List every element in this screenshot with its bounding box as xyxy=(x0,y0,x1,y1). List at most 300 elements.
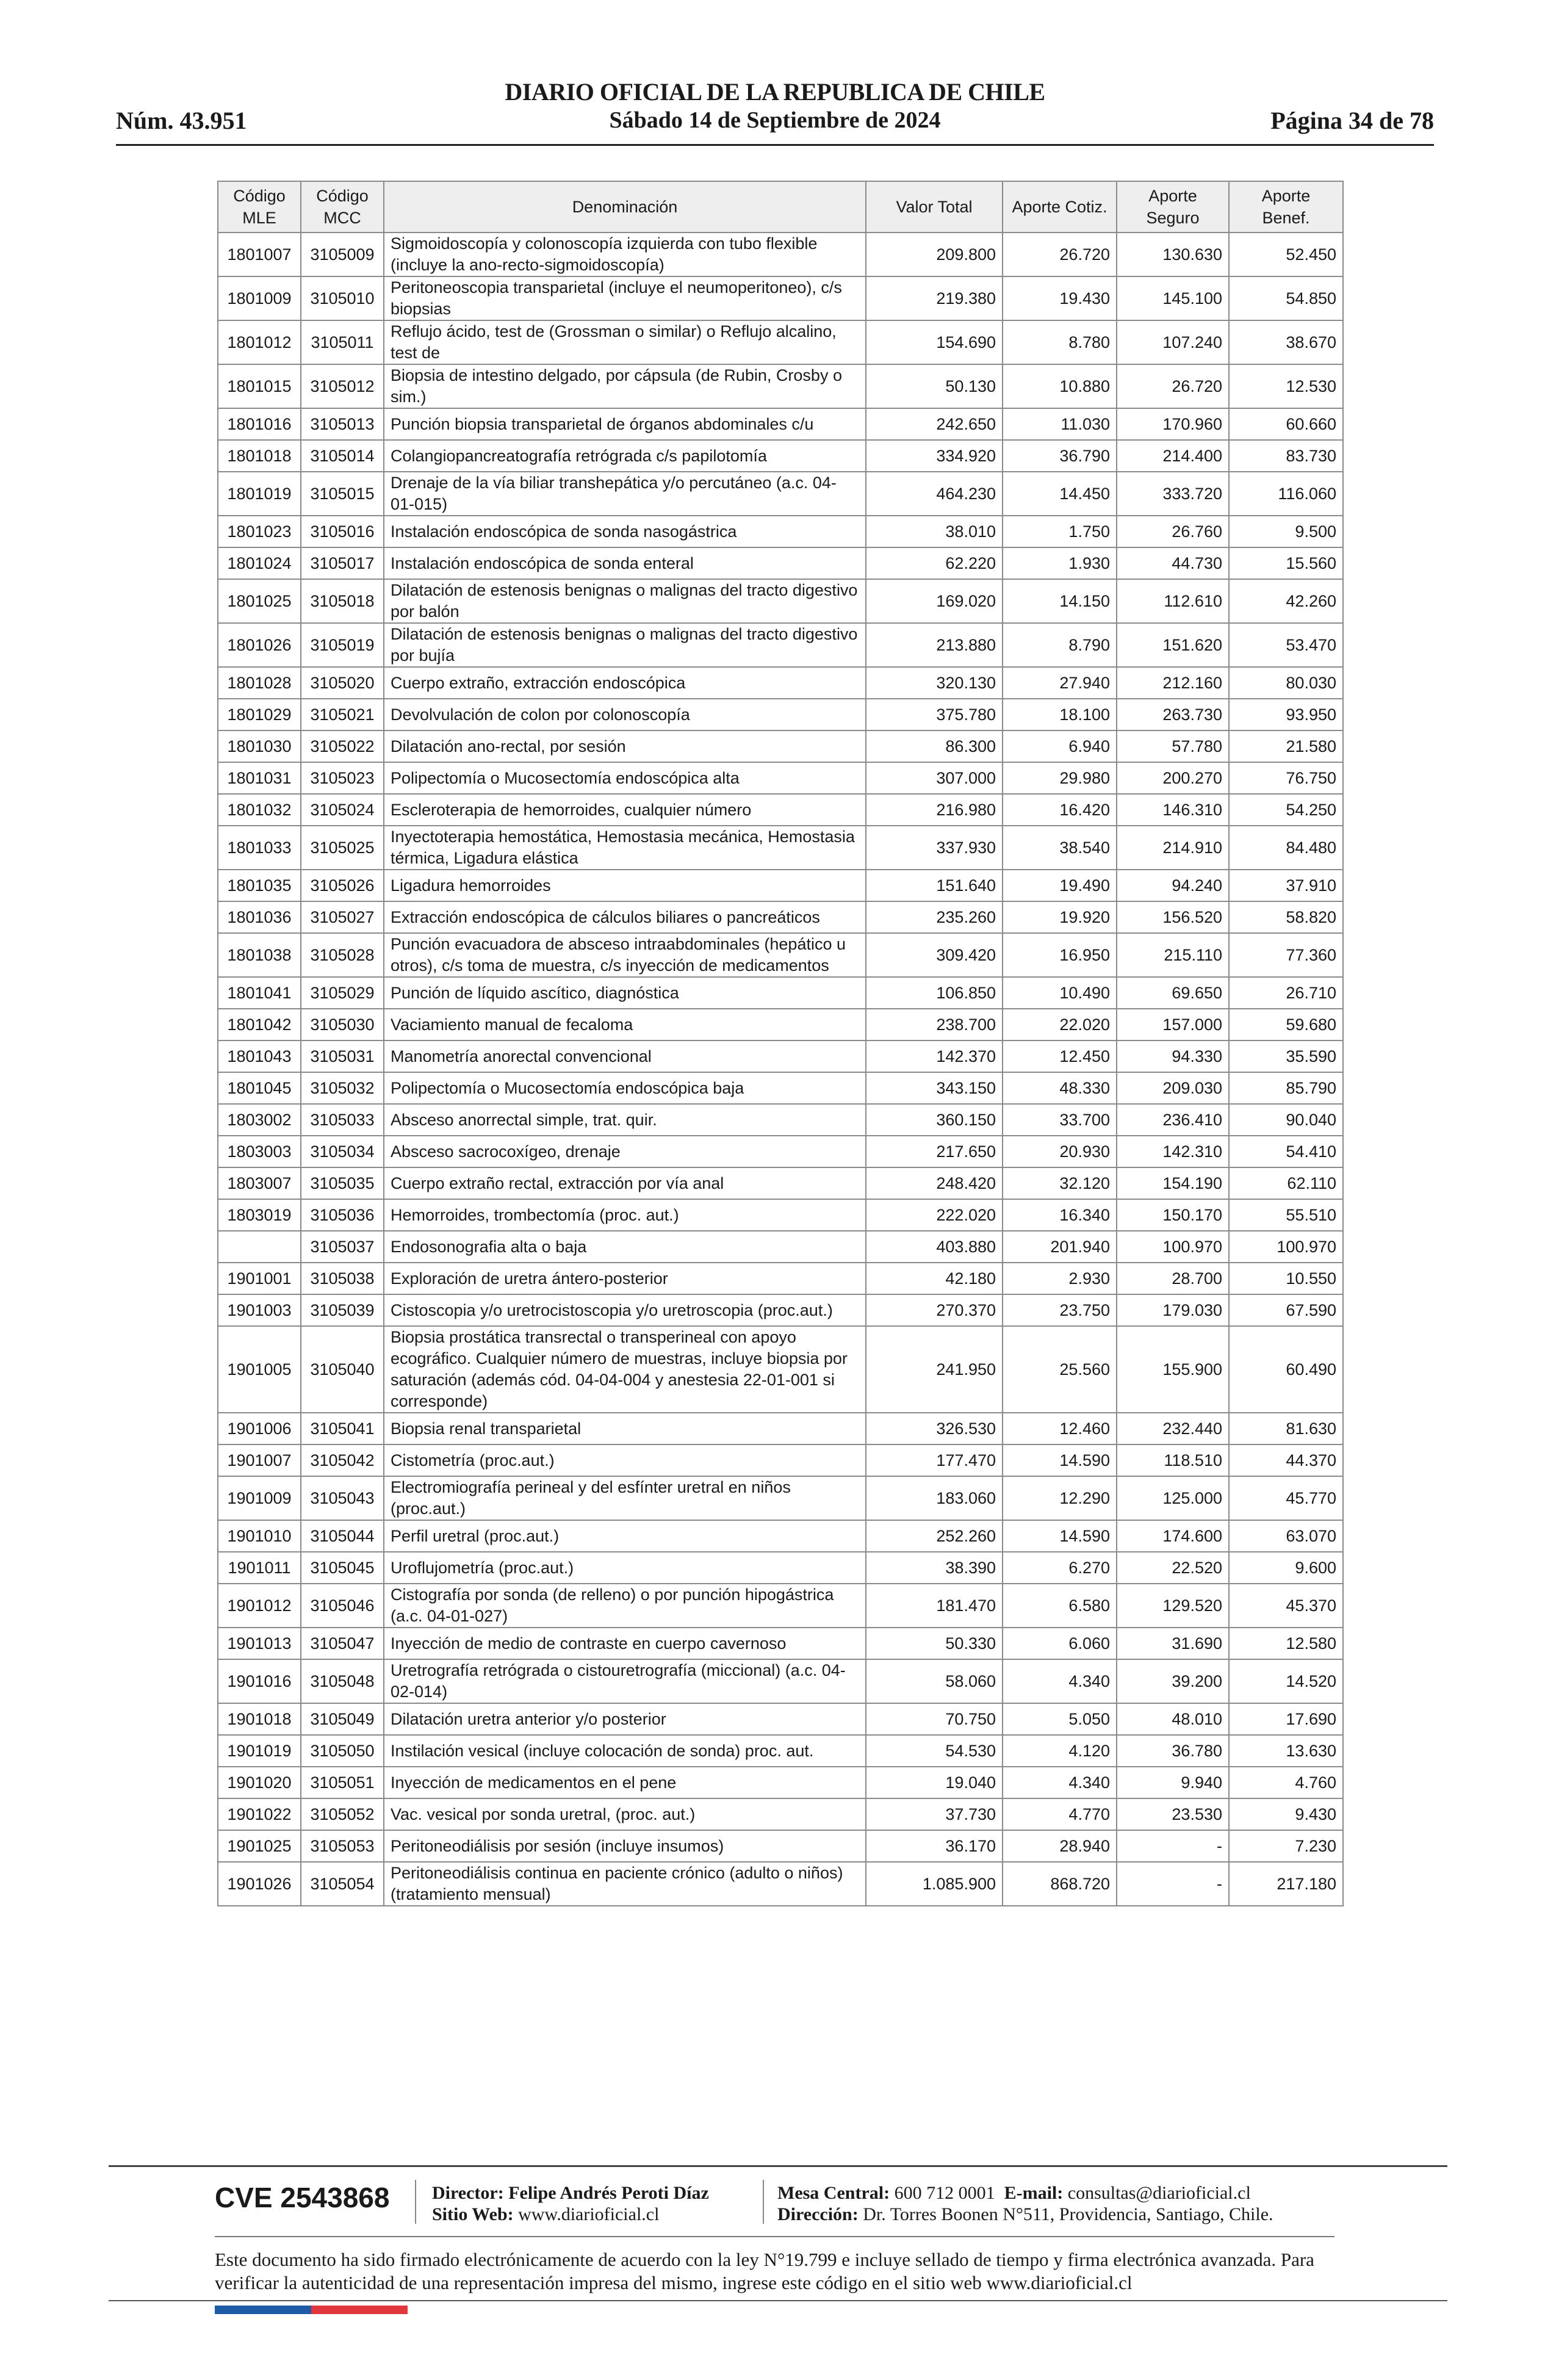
director-label: Director: xyxy=(432,2183,504,2203)
cell-aporte-benef: 59.680 xyxy=(1229,1009,1343,1040)
cell-denominacion: Inyectoterapia hemostática, Hemostasia mecánica, Hemostasia térmica, Ligadura elástica xyxy=(384,826,866,870)
cell-valor-total: 142.370 xyxy=(866,1040,1003,1072)
cell-denominacion: Instalación endoscópica de sonda enteral xyxy=(384,547,866,579)
cell-codigo-mcc: 3105024 xyxy=(301,794,384,826)
cell-aporte-benef: 12.530 xyxy=(1229,364,1343,408)
cell-aporte-seguro: 215.110 xyxy=(1117,933,1229,977)
cell-denominacion: Peritoneodiálisis continua en paciente crónico (adulto o niños) (tratamiento mensual) xyxy=(384,1862,866,1906)
cell-denominacion: Vac. vesical por sonda uretral, (proc. aut.) xyxy=(384,1798,866,1830)
cell-codigo-mcc: 3105033 xyxy=(301,1104,384,1136)
cell-aporte-benef: 14.520 xyxy=(1229,1659,1343,1703)
cell-aporte-seguro: 150.170 xyxy=(1117,1199,1229,1231)
cell-valor-total: 38.390 xyxy=(866,1552,1003,1584)
email-label: E-mail: xyxy=(1004,2183,1064,2203)
cell-aporte-benef: 35.590 xyxy=(1229,1040,1343,1072)
cell-aporte-seguro: 146.310 xyxy=(1117,794,1229,826)
column-header-denominacion: Denominación xyxy=(384,181,866,233)
cell-aporte-benef: 26.710 xyxy=(1229,977,1343,1009)
cell-codigo-mcc: 3105035 xyxy=(301,1167,384,1199)
cell-codigo-mcc: 3105038 xyxy=(301,1263,384,1294)
cell-codigo-mle: 1801019 xyxy=(218,472,301,516)
cell-aporte-benef: 55.510 xyxy=(1229,1199,1343,1231)
cell-codigo-mcc: 3105010 xyxy=(301,276,384,320)
cell-aporte-cotiz: 5.050 xyxy=(1003,1703,1117,1735)
footer-director-block xyxy=(432,2182,709,2225)
cell-aporte-benef: 80.030 xyxy=(1229,667,1343,699)
cell-valor-total: 177.470 xyxy=(866,1444,1003,1476)
cell-aporte-benef: 60.660 xyxy=(1229,408,1343,440)
cell-denominacion: Endosonografia alta o baja xyxy=(384,1231,866,1263)
cell-aporte-seguro: 39.200 xyxy=(1117,1659,1229,1703)
mesa-central-phone: 600 712 0001 xyxy=(894,2183,995,2203)
cell-denominacion: Drenaje de la vía biliar transhepática y/o percutáneo (a.c. 04-01-015) xyxy=(384,472,866,516)
cell-aporte-benef: 21.580 xyxy=(1229,730,1343,762)
cell-aporte-seguro: 94.240 xyxy=(1117,870,1229,901)
cell-codigo-mcc: 3105050 xyxy=(301,1735,384,1767)
cell-valor-total: 270.370 xyxy=(866,1294,1003,1326)
cell-codigo-mcc: 3105027 xyxy=(301,901,384,933)
cell-aporte-cotiz: 4.770 xyxy=(1003,1798,1117,1830)
footer-separator xyxy=(763,2180,764,2224)
cell-codigo-mle: 1801007 xyxy=(218,233,301,276)
cell-aporte-seguro: 22.520 xyxy=(1117,1552,1229,1584)
table-row xyxy=(218,472,1343,516)
cell-denominacion: Cistografía por sonda (de relleno) o por punción hipogástrica (a.c. 04-01-027) xyxy=(384,1584,866,1628)
cell-aporte-benef: 10.550 xyxy=(1229,1263,1343,1294)
cell-codigo-mcc: 3105019 xyxy=(301,623,384,667)
cell-denominacion: Dilatación uretra anterior y/o posterior xyxy=(384,1703,866,1735)
cell-aporte-cotiz: 18.100 xyxy=(1003,699,1117,730)
cell-aporte-seguro: 174.600 xyxy=(1117,1520,1229,1552)
cell-valor-total: 62.220 xyxy=(866,547,1003,579)
cell-aporte-seguro: - xyxy=(1117,1830,1229,1862)
cell-codigo-mcc: 3105041 xyxy=(301,1413,384,1444)
table-row xyxy=(218,320,1343,364)
cell-valor-total: 50.130 xyxy=(866,364,1003,408)
cell-aporte-cotiz: 6.580 xyxy=(1003,1584,1117,1628)
cell-codigo-mle: 1801030 xyxy=(218,730,301,762)
cell-codigo-mle: 1901018 xyxy=(218,1703,301,1735)
cell-valor-total: 50.330 xyxy=(866,1628,1003,1659)
cell-aporte-seguro: 31.690 xyxy=(1117,1628,1229,1659)
cell-valor-total: 320.130 xyxy=(866,667,1003,699)
cell-aporte-benef: 54.850 xyxy=(1229,276,1343,320)
cell-valor-total: 1.085.900 xyxy=(866,1862,1003,1906)
cell-aporte-benef: 9.500 xyxy=(1229,516,1343,547)
cell-codigo-mle: 1901010 xyxy=(218,1520,301,1552)
cell-valor-total: 252.260 xyxy=(866,1520,1003,1552)
cell-denominacion: Polipectomía o Mucosectomía endoscópica alta xyxy=(384,762,866,794)
cell-codigo-mcc: 3105044 xyxy=(301,1520,384,1552)
cell-aporte-benef: 116.060 xyxy=(1229,472,1343,516)
table-row xyxy=(218,623,1343,667)
cell-aporte-seguro: 155.900 xyxy=(1117,1326,1229,1413)
cell-aporte-seguro: 232.440 xyxy=(1117,1413,1229,1444)
cell-codigo-mcc: 3105021 xyxy=(301,699,384,730)
cell-codigo-mcc: 3105053 xyxy=(301,1830,384,1862)
cell-aporte-cotiz: 6.940 xyxy=(1003,730,1117,762)
table-row xyxy=(218,1703,1343,1735)
cell-codigo-mcc: 3105032 xyxy=(301,1072,384,1104)
cell-codigo-mcc: 3105017 xyxy=(301,547,384,579)
cell-aporte-cotiz: 4.340 xyxy=(1003,1659,1117,1703)
cell-aporte-seguro: 36.780 xyxy=(1117,1735,1229,1767)
footer-contact-block xyxy=(777,2182,1273,2225)
cell-valor-total: 464.230 xyxy=(866,472,1003,516)
cell-aporte-seguro: 236.410 xyxy=(1117,1104,1229,1136)
cell-aporte-cotiz: 28.940 xyxy=(1003,1830,1117,1862)
cell-aporte-cotiz: 14.450 xyxy=(1003,472,1117,516)
cell-codigo-mle: 1901001 xyxy=(218,1263,301,1294)
cell-codigo-mle: 1803019 xyxy=(218,1199,301,1231)
publication-date: Sábado 14 de Septiembre de 2024 xyxy=(609,107,941,133)
cell-codigo-mcc: 3105045 xyxy=(301,1552,384,1584)
cell-codigo-mle: 1901009 xyxy=(218,1476,301,1520)
cell-codigo-mle: 1801028 xyxy=(218,667,301,699)
cell-aporte-seguro: 44.730 xyxy=(1117,547,1229,579)
cell-aporte-cotiz: 12.460 xyxy=(1003,1413,1117,1444)
cell-aporte-seguro: 23.530 xyxy=(1117,1798,1229,1830)
cell-aporte-seguro: 28.700 xyxy=(1117,1263,1229,1294)
cell-aporte-benef: 9.430 xyxy=(1229,1798,1343,1830)
cell-codigo-mle: 1801038 xyxy=(218,933,301,977)
table-row xyxy=(218,1767,1343,1798)
cell-denominacion: Peritoneodiálisis por sesión (incluye insumos) xyxy=(384,1830,866,1862)
cell-codigo-mle: 1801016 xyxy=(218,408,301,440)
cell-aporte-benef: 90.040 xyxy=(1229,1104,1343,1136)
cell-denominacion: Vaciamiento manual de fecaloma xyxy=(384,1009,866,1040)
cell-denominacion: Inyección de medio de contraste en cuerpo cavernoso xyxy=(384,1628,866,1659)
cell-valor-total: 360.150 xyxy=(866,1104,1003,1136)
table-row xyxy=(218,730,1343,762)
cell-codigo-mcc: 3105036 xyxy=(301,1199,384,1231)
cell-codigo-mle: 1801015 xyxy=(218,364,301,408)
cell-valor-total: 403.880 xyxy=(866,1231,1003,1263)
cell-codigo-mcc: 3105031 xyxy=(301,1040,384,1072)
cell-aporte-cotiz: 4.120 xyxy=(1003,1735,1117,1767)
cell-valor-total: 337.930 xyxy=(866,826,1003,870)
cell-aporte-seguro: 142.310 xyxy=(1117,1136,1229,1167)
cell-codigo-mle: 1801045 xyxy=(218,1072,301,1104)
cell-valor-total: 183.060 xyxy=(866,1476,1003,1520)
table-row xyxy=(218,1735,1343,1767)
cell-codigo-mle: 1801012 xyxy=(218,320,301,364)
table-row xyxy=(218,1830,1343,1862)
cell-denominacion: Electromiografía perineal y del esfínter uretral en niños (proc.aut.) xyxy=(384,1476,866,1520)
table-row xyxy=(218,1552,1343,1584)
cell-denominacion: Dilatación ano-rectal, por sesión xyxy=(384,730,866,762)
cell-codigo-mle: 1801043 xyxy=(218,1040,301,1072)
cell-aporte-cotiz: 6.270 xyxy=(1003,1552,1117,1584)
cell-aporte-benef: 9.600 xyxy=(1229,1552,1343,1584)
cell-denominacion: Punción evacuadora de absceso intraabdominales (hepático u otros), c/s toma de muestra, c/s inyección de medicamentos xyxy=(384,933,866,977)
cell-aporte-cotiz: 19.490 xyxy=(1003,870,1117,901)
cell-valor-total: 326.530 xyxy=(866,1413,1003,1444)
cell-denominacion: Peritoneoscopia transparietal (incluye el neumoperitoneo), c/s biopsias xyxy=(384,276,866,320)
table-row xyxy=(218,276,1343,320)
cell-aporte-cotiz: 6.060 xyxy=(1003,1628,1117,1659)
cell-codigo-mle: 1801025 xyxy=(218,579,301,623)
cell-aporte-seguro: 48.010 xyxy=(1117,1703,1229,1735)
cell-codigo-mle: 1801026 xyxy=(218,623,301,667)
cell-aporte-seguro: 156.520 xyxy=(1117,901,1229,933)
cell-aporte-benef: 37.910 xyxy=(1229,870,1343,901)
cell-codigo-mle: 1803002 xyxy=(218,1104,301,1136)
cell-codigo-mle: 1801029 xyxy=(218,699,301,730)
cell-aporte-seguro: 179.030 xyxy=(1117,1294,1229,1326)
table-header-row xyxy=(218,181,1343,233)
column-header-valor-total: Valor Total xyxy=(866,181,1003,233)
cell-aporte-cotiz: 22.020 xyxy=(1003,1009,1117,1040)
cell-denominacion: Cuerpo extraño rectal, extracción por vía anal xyxy=(384,1167,866,1199)
email-link[interactable]: consultas@diarioficial.cl xyxy=(1067,2183,1251,2203)
cell-valor-total: 54.530 xyxy=(866,1735,1003,1767)
table-row xyxy=(218,1294,1343,1326)
cell-valor-total: 241.950 xyxy=(866,1326,1003,1413)
table-row xyxy=(218,1798,1343,1830)
cell-denominacion: Extracción endoscópica de cálculos biliares o pancreáticos xyxy=(384,901,866,933)
cell-aporte-cotiz: 38.540 xyxy=(1003,826,1117,870)
cell-denominacion: Hemorroides, trombectomía (proc. aut.) xyxy=(384,1199,866,1231)
cell-aporte-benef: 54.410 xyxy=(1229,1136,1343,1167)
cell-aporte-seguro: 214.400 xyxy=(1117,440,1229,472)
cell-valor-total: 36.170 xyxy=(866,1830,1003,1862)
cell-codigo-mcc: 3105054 xyxy=(301,1862,384,1906)
cell-aporte-seguro: 263.730 xyxy=(1117,699,1229,730)
cell-codigo-mle: 1803007 xyxy=(218,1167,301,1199)
page-number: Página 34 de 78 xyxy=(1270,107,1434,134)
cell-aporte-benef: 52.450 xyxy=(1229,233,1343,276)
cell-aporte-benef: 84.480 xyxy=(1229,826,1343,870)
cell-aporte-cotiz: 1.750 xyxy=(1003,516,1117,547)
column-header-aporte-benef: Aporte Benef. xyxy=(1229,181,1343,233)
cell-valor-total: 38.010 xyxy=(866,516,1003,547)
cell-valor-total: 209.800 xyxy=(866,233,1003,276)
cell-aporte-seguro: 157.000 xyxy=(1117,1009,1229,1040)
cell-valor-total: 37.730 xyxy=(866,1798,1003,1830)
cell-codigo-mcc: 3105049 xyxy=(301,1703,384,1735)
cell-codigo-mle: 1901011 xyxy=(218,1552,301,1584)
table-row xyxy=(218,1476,1343,1520)
cell-denominacion: Cuerpo extraño, extracción endoscópica xyxy=(384,667,866,699)
cell-aporte-cotiz: 27.940 xyxy=(1003,667,1117,699)
table-row xyxy=(218,408,1343,440)
cell-aporte-seguro: 125.000 xyxy=(1117,1476,1229,1520)
cell-valor-total: 343.150 xyxy=(866,1072,1003,1104)
cell-aporte-benef: 17.690 xyxy=(1229,1703,1343,1735)
cell-valor-total: 334.920 xyxy=(866,440,1003,472)
cell-valor-total: 58.060 xyxy=(866,1659,1003,1703)
column-header-codigo-mcc: Código MCC xyxy=(301,181,384,233)
cell-aporte-benef: 12.580 xyxy=(1229,1628,1343,1659)
cell-aporte-cotiz: 4.340 xyxy=(1003,1767,1117,1798)
cell-denominacion: Instalación endoscópica de sonda nasogástrica xyxy=(384,516,866,547)
cell-aporte-cotiz: 12.290 xyxy=(1003,1476,1117,1520)
website-label: Sitio Web: xyxy=(432,2204,514,2224)
cell-codigo-mle: 1801036 xyxy=(218,901,301,933)
cell-codigo-mle: 1901025 xyxy=(218,1830,301,1862)
column-header-aporte-seguro: Aporte Seguro xyxy=(1117,181,1229,233)
cell-codigo-mcc: 3105034 xyxy=(301,1136,384,1167)
cell-codigo-mcc: 3105048 xyxy=(301,1659,384,1703)
cell-aporte-seguro: 154.190 xyxy=(1117,1167,1229,1199)
cell-codigo-mcc: 3105043 xyxy=(301,1476,384,1520)
cell-aporte-cotiz: 11.030 xyxy=(1003,408,1117,440)
address-text: Dr. Torres Boonen N°511, Providencia, Santiago, Chile. xyxy=(863,2204,1273,2224)
cell-aporte-cotiz: 20.930 xyxy=(1003,1136,1117,1167)
cell-valor-total: 169.020 xyxy=(866,579,1003,623)
table-row xyxy=(218,1072,1343,1104)
cell-aporte-benef: 53.470 xyxy=(1229,623,1343,667)
cell-codigo-mcc: 3105023 xyxy=(301,762,384,794)
cell-valor-total: 86.300 xyxy=(866,730,1003,762)
cell-valor-total: 70.750 xyxy=(866,1703,1003,1735)
table-row xyxy=(218,1040,1343,1072)
cell-denominacion: Polipectomía o Mucosectomía endoscópica baja xyxy=(384,1072,866,1104)
cell-aporte-cotiz: 16.420 xyxy=(1003,794,1117,826)
cell-codigo-mle: 1801041 xyxy=(218,977,301,1009)
cell-denominacion: Biopsia prostática transrectal o transperineal con apoyo ecográfico. Cualquier número de muestras, incluye biopsia por saturación (además cód. 04-04-004 y anestesia 22-01-001 si corresponde) xyxy=(384,1326,866,1413)
cell-aporte-seguro: 94.330 xyxy=(1117,1040,1229,1072)
cell-codigo-mcc: 3105026 xyxy=(301,870,384,901)
table-row xyxy=(218,579,1343,623)
cell-aporte-cotiz: 16.340 xyxy=(1003,1199,1117,1231)
cell-aporte-cotiz: 8.790 xyxy=(1003,623,1117,667)
cell-aporte-benef: 81.630 xyxy=(1229,1413,1343,1444)
cell-denominacion: Sigmoidoscopía y colonoscopía izquierda con tubo flexible (incluye la ano-recto-sigmoidoscopía) xyxy=(384,233,866,276)
cell-codigo-mle: 1901013 xyxy=(218,1628,301,1659)
table-row xyxy=(218,901,1343,933)
table-row xyxy=(218,667,1343,699)
cell-denominacion: Absceso sacrocoxígeo, drenaje xyxy=(384,1136,866,1167)
issue-number: Núm. 43.951 xyxy=(116,107,247,134)
cell-aporte-benef: 54.250 xyxy=(1229,794,1343,826)
cell-codigo-mcc: 3105020 xyxy=(301,667,384,699)
bottom-divider xyxy=(109,2300,1447,2301)
table-row xyxy=(218,870,1343,901)
cell-codigo-mle: 1901007 xyxy=(218,1444,301,1476)
table-row xyxy=(218,1659,1343,1703)
cell-codigo-mle: 1801033 xyxy=(218,826,301,870)
cell-valor-total: 238.700 xyxy=(866,1009,1003,1040)
cell-aporte-cotiz: 2.930 xyxy=(1003,1263,1117,1294)
cell-codigo-mcc: 3105040 xyxy=(301,1326,384,1413)
cell-aporte-benef: 93.950 xyxy=(1229,699,1343,730)
cell-codigo-mcc: 3105009 xyxy=(301,233,384,276)
table-row xyxy=(218,516,1343,547)
cell-codigo-mcc: 3105014 xyxy=(301,440,384,472)
table-row xyxy=(218,1263,1343,1294)
cell-codigo-mle: 1901020 xyxy=(218,1767,301,1798)
cell-denominacion: Biopsia de intestino delgado, por cápsula (de Rubin, Crosby o sim.) xyxy=(384,364,866,408)
cell-codigo-mcc: 3105052 xyxy=(301,1798,384,1830)
table-row xyxy=(218,826,1343,870)
cell-codigo-mle: 1801031 xyxy=(218,762,301,794)
cell-denominacion: Cistoscopia y/o uretrocistoscopia y/o uretroscopia (proc.aut.) xyxy=(384,1294,866,1326)
cell-denominacion: Cistometría (proc.aut.) xyxy=(384,1444,866,1476)
cell-codigo-mle: 1901019 xyxy=(218,1735,301,1767)
publication-title: DIARIO OFICIAL DE LA REPUBLICA DE CHILE xyxy=(505,78,1045,106)
cell-codigo-mle: 1901006 xyxy=(218,1413,301,1444)
cve-code: CVE 2543868 xyxy=(215,2182,390,2213)
website-link[interactable]: www.diarioficial.cl xyxy=(518,2204,660,2224)
cell-codigo-mle: 1801042 xyxy=(218,1009,301,1040)
table-row xyxy=(218,1136,1343,1167)
cell-aporte-seguro: - xyxy=(1117,1862,1229,1906)
masthead xyxy=(116,78,1434,134)
cell-aporte-benef: 38.670 xyxy=(1229,320,1343,364)
cell-valor-total: 19.040 xyxy=(866,1767,1003,1798)
cell-codigo-mle: 1901003 xyxy=(218,1294,301,1326)
cell-codigo-mcc: 3105028 xyxy=(301,933,384,977)
cell-aporte-seguro: 26.760 xyxy=(1117,516,1229,547)
table-row xyxy=(218,794,1343,826)
cell-codigo-mle: 1803003 xyxy=(218,1136,301,1167)
table-row xyxy=(218,977,1343,1009)
cell-denominacion: Instilación vesical (incluye colocación de sonda) proc. aut. xyxy=(384,1735,866,1767)
table-row xyxy=(218,933,1343,977)
cell-aporte-seguro: 209.030 xyxy=(1117,1072,1229,1104)
cell-codigo-mcc: 3105039 xyxy=(301,1294,384,1326)
footer-divider xyxy=(109,2165,1447,2167)
cell-denominacion: Uroflujometría (proc.aut.) xyxy=(384,1552,866,1584)
cell-aporte-seguro: 69.650 xyxy=(1117,977,1229,1009)
cell-valor-total: 106.850 xyxy=(866,977,1003,1009)
cell-aporte-benef: 42.260 xyxy=(1229,579,1343,623)
cell-aporte-cotiz: 1.930 xyxy=(1003,547,1117,579)
cell-codigo-mcc: 3105037 xyxy=(301,1231,384,1263)
cell-aporte-cotiz: 19.430 xyxy=(1003,276,1117,320)
cell-aporte-benef: 217.180 xyxy=(1229,1862,1343,1906)
signature-note: Este documento ha sido firmado electrónicamente de acuerdo con la ley N°19.799 e incluye sellado de tiempo y firma electrónica avanzada. Para verificar la autenticidad de una representación impresa del mismo, ingrese este código en el sitio web www.diarioficial.cl xyxy=(215,2249,1314,2293)
cell-codigo-mcc: 3105042 xyxy=(301,1444,384,1476)
cell-codigo-mle: 1901005 xyxy=(218,1326,301,1413)
column-header-aporte-cotiz: Aporte Cotiz. xyxy=(1003,181,1117,233)
table-row xyxy=(218,1520,1343,1552)
cell-denominacion: Absceso anorrectal simple, trat. quir. xyxy=(384,1104,866,1136)
cell-aporte-benef: 44.370 xyxy=(1229,1444,1343,1476)
mesa-central-label: Mesa Central: xyxy=(777,2183,890,2203)
cell-codigo-mcc: 3105015 xyxy=(301,472,384,516)
cell-valor-total: 181.470 xyxy=(866,1584,1003,1628)
cell-aporte-cotiz: 16.950 xyxy=(1003,933,1117,977)
cell-aporte-seguro: 212.160 xyxy=(1117,667,1229,699)
table-row xyxy=(218,1167,1343,1199)
cell-aporte-seguro: 57.780 xyxy=(1117,730,1229,762)
table-row xyxy=(218,1326,1343,1413)
table-row xyxy=(218,547,1343,579)
table-row xyxy=(218,1444,1343,1476)
table-row xyxy=(218,699,1343,730)
cell-valor-total: 222.020 xyxy=(866,1199,1003,1231)
cell-codigo-mle: 1801024 xyxy=(218,547,301,579)
cell-aporte-cotiz: 14.590 xyxy=(1003,1444,1117,1476)
cell-valor-total: 42.180 xyxy=(866,1263,1003,1294)
cell-aporte-cotiz: 36.790 xyxy=(1003,440,1117,472)
cell-codigo-mcc: 3105029 xyxy=(301,977,384,1009)
cell-aporte-seguro: 151.620 xyxy=(1117,623,1229,667)
cell-aporte-cotiz: 10.880 xyxy=(1003,364,1117,408)
cell-aporte-cotiz: 33.700 xyxy=(1003,1104,1117,1136)
table-row xyxy=(218,1231,1343,1263)
cell-codigo-mle: 1901016 xyxy=(218,1659,301,1703)
footer-note-divider xyxy=(215,2236,1334,2237)
cell-aporte-benef: 83.730 xyxy=(1229,440,1343,472)
cell-aporte-cotiz: 201.940 xyxy=(1003,1231,1117,1263)
cell-aporte-cotiz: 14.150 xyxy=(1003,579,1117,623)
cell-aporte-cotiz: 29.980 xyxy=(1003,762,1117,794)
cell-aporte-seguro: 333.720 xyxy=(1117,472,1229,516)
